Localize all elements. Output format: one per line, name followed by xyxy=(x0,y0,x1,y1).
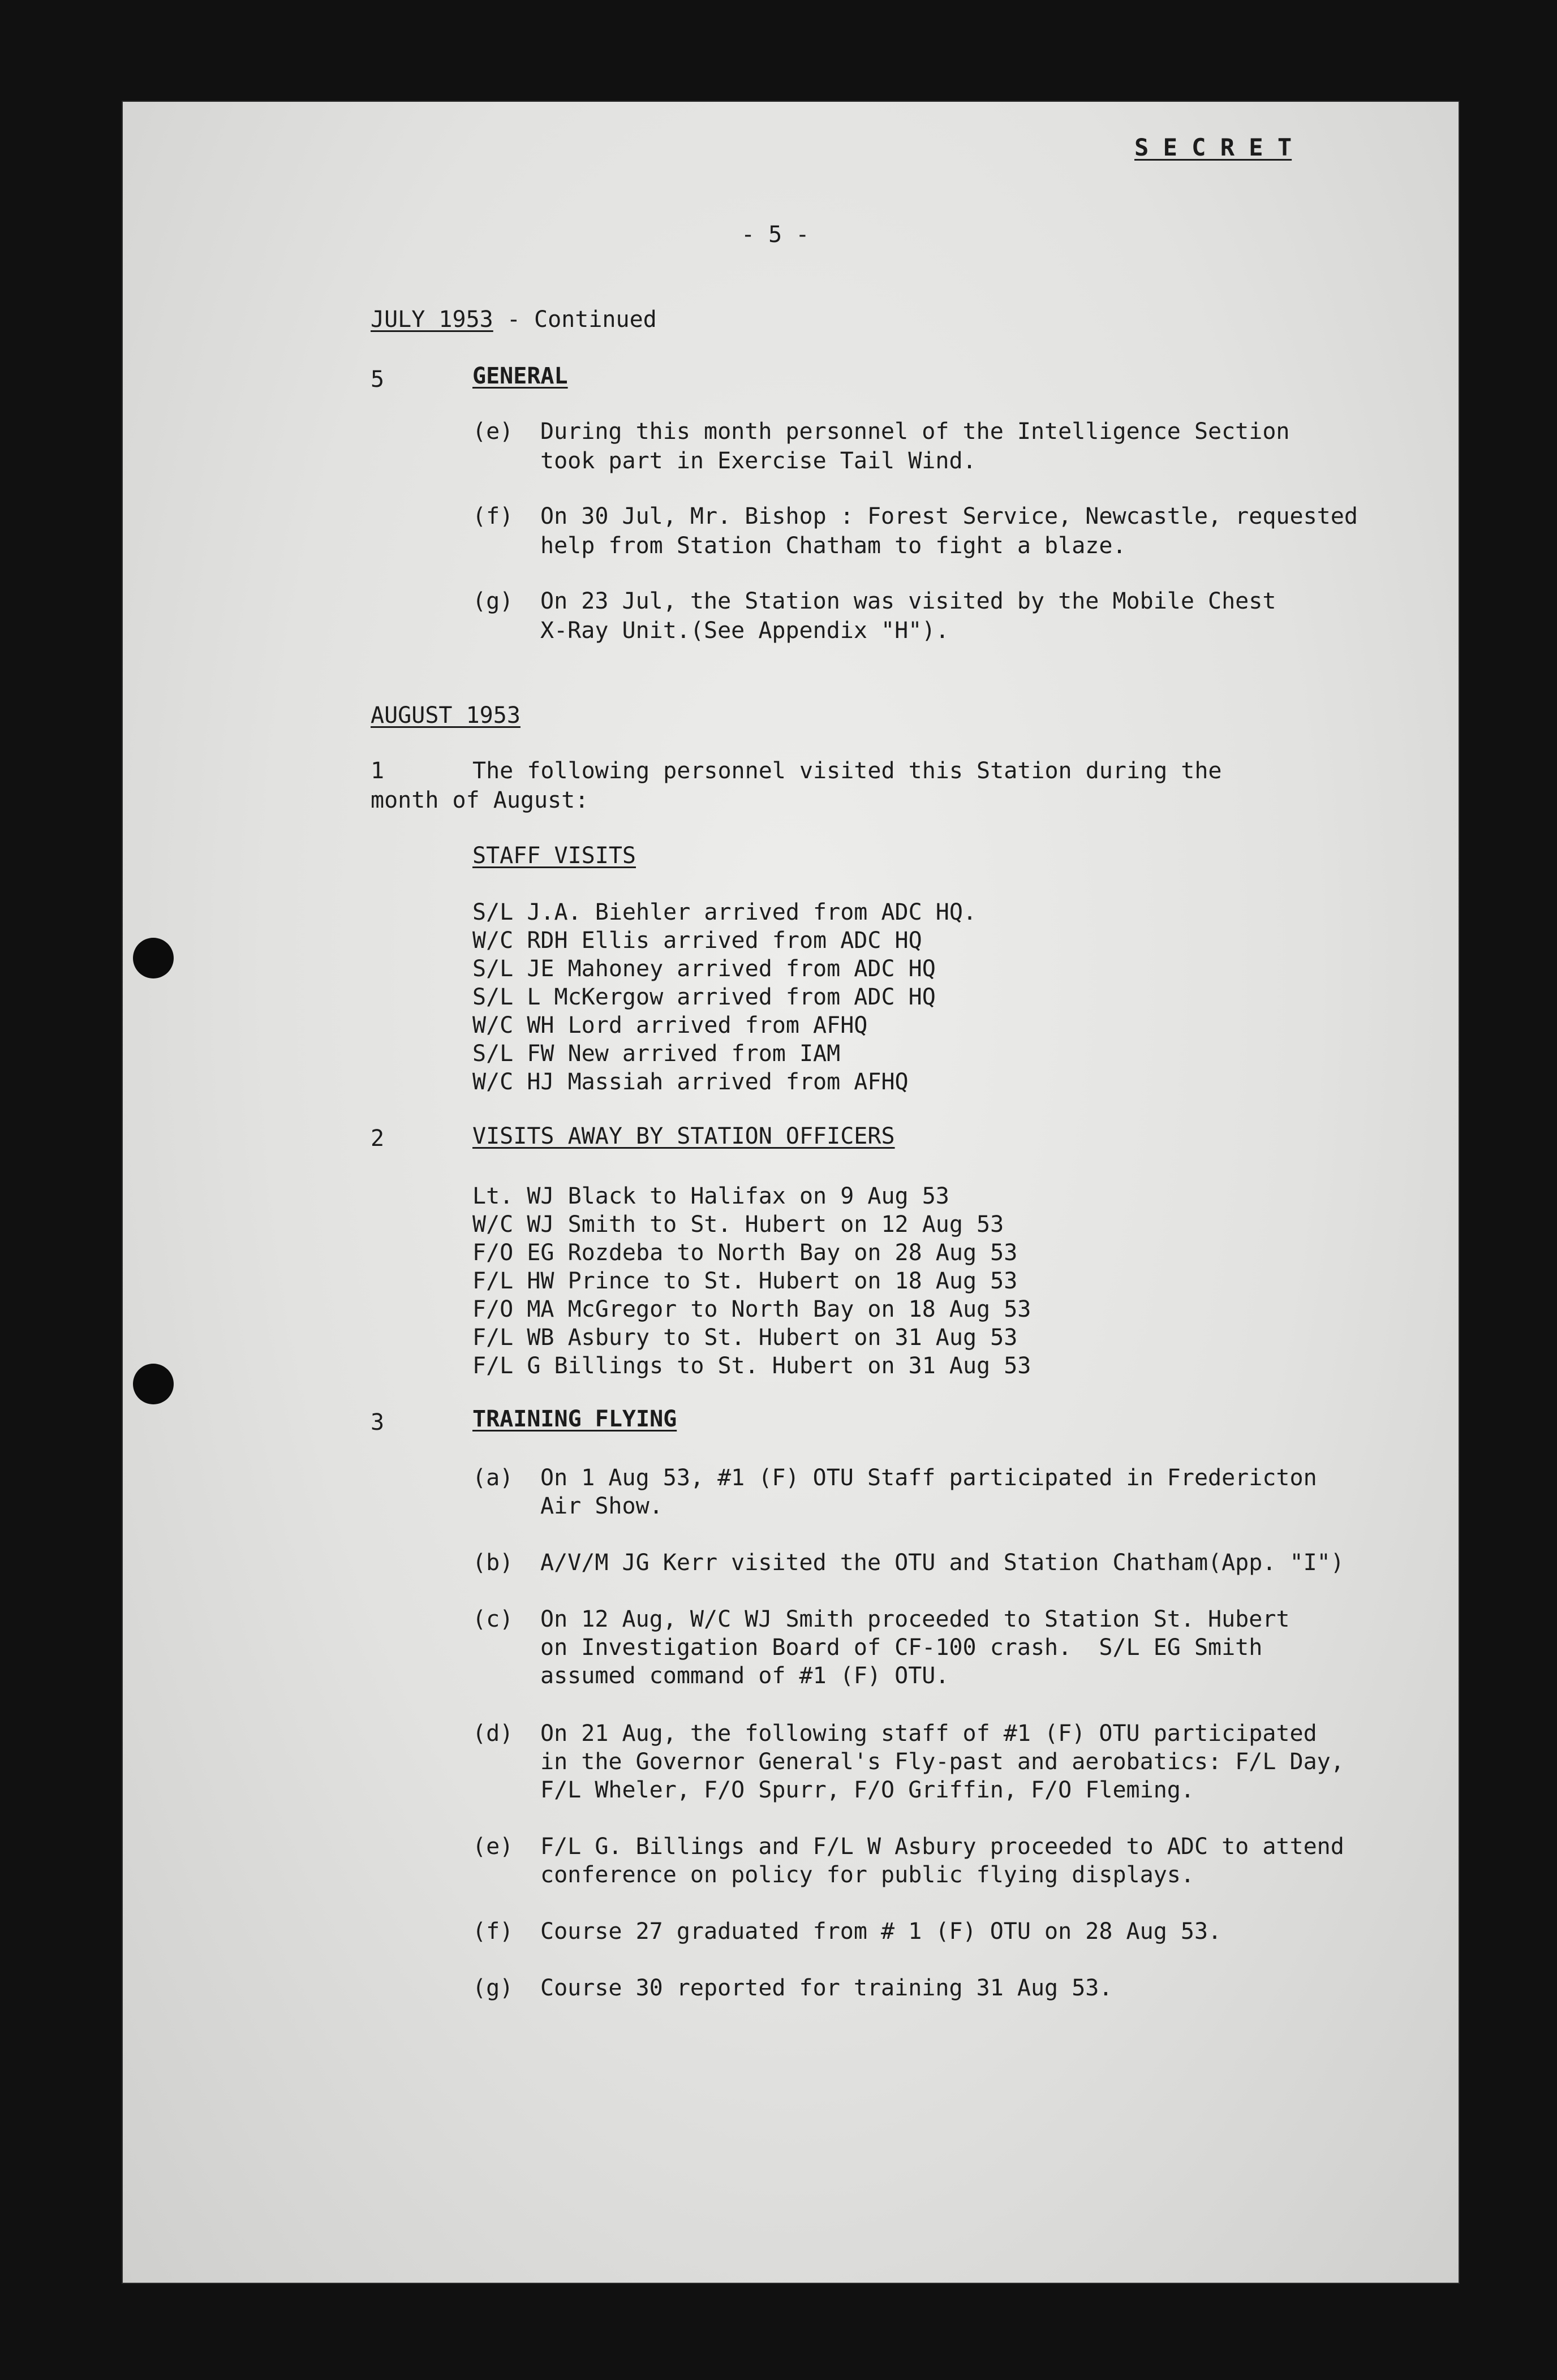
item-label: (e) xyxy=(472,419,514,445)
item-label: (g) xyxy=(472,588,514,614)
staff-visit-line: S/L J.A. Biehler arrived from ADC HQ. xyxy=(472,899,977,925)
item-line: in the Governor General's Fly-past and aerobatics: F/L Day, xyxy=(540,1749,1344,1775)
paragraph-line: month of August: xyxy=(371,787,589,813)
item-line: X-Ray Unit.(See Appendix "H"). xyxy=(540,618,949,644)
visit-away-line: F/O MA McGregor to North Bay on 18 Aug 53 xyxy=(472,1296,1031,1322)
paragraph-line: The following personnel visited this Station during the xyxy=(472,758,1222,784)
visit-away-line: F/L G Billings to St. Hubert on 31 Aug 53 xyxy=(472,1353,1031,1379)
punch-hole xyxy=(133,1364,174,1404)
item-line: On 23 Jul, the Station was visited by the Mobile Chest xyxy=(540,588,1276,614)
item-line: took part in Exercise Tail Wind. xyxy=(540,448,977,474)
item-label: (g) xyxy=(472,1975,514,2001)
punch-hole xyxy=(133,938,174,978)
item-label: (a) xyxy=(472,1465,514,1491)
classification-marking: S E C R E T xyxy=(1134,133,1292,161)
item-line: On 12 Aug, W/C WJ Smith proceeded to Station St. Hubert xyxy=(540,1606,1290,1632)
visit-away-line: F/O EG Rozdeba to North Bay on 28 Aug 53 xyxy=(472,1240,1018,1266)
july-heading: JULY 1953 - Continued xyxy=(371,307,657,333)
item-label: (c) xyxy=(472,1606,514,1632)
section-number: 1 xyxy=(371,758,385,784)
visit-away-line: Lt. WJ Black to Halifax on 9 Aug 53 xyxy=(472,1183,949,1209)
item-line: on Investigation Board of CF-100 crash. S/L EG Smith xyxy=(540,1635,1263,1661)
item-line: Course 27 graduated from # 1 (F) OTU on 28 Aug 53. xyxy=(540,1918,1222,1944)
item-label: (b) xyxy=(472,1550,514,1576)
section-number: 5 xyxy=(371,367,385,393)
visits-away-title: VISITS AWAY BY STATION OFFICERS xyxy=(472,1123,895,1149)
item-line: A/V/M JG Kerr visited the OTU and Station Chatham(App. "I") xyxy=(540,1550,1344,1576)
item-line: Course 30 reported for training 31 Aug 53. xyxy=(540,1975,1113,2001)
section-number: 2 xyxy=(371,1126,385,1152)
visit-away-line: W/C WJ Smith to St. Hubert on 12 Aug 53 xyxy=(472,1211,1004,1238)
training-flying-title: TRAINING FLYING xyxy=(472,1406,677,1432)
item-line: On 21 Aug, the following staff of #1 (F) OTU participated xyxy=(540,1721,1317,1747)
staff-visit-line: W/C RDH Ellis arrived from ADC HQ xyxy=(472,928,922,954)
item-line: conference on policy for public flying displays. xyxy=(540,1862,1194,1888)
item-line: F/L Wheler, F/O Spurr, F/O Griffin, F/O Fleming. xyxy=(540,1777,1194,1803)
staff-visit-line: S/L FW New arrived from IAM xyxy=(472,1041,841,1067)
item-line: Air Show. xyxy=(540,1493,663,1519)
item-label: (d) xyxy=(472,1721,514,1747)
item-line: help from Station Chatham to fight a blaze. xyxy=(540,533,1126,559)
visit-away-line: F/L HW Prince to St. Hubert on 18 Aug 53 xyxy=(472,1268,1018,1294)
item-line: On 30 Jul, Mr. Bishop : Forest Service, Newcastle, requested xyxy=(540,503,1358,529)
staff-visit-line: S/L L McKergow arrived from ADC HQ xyxy=(472,984,936,1010)
staff-visit-line: W/C HJ Massiah arrived from AFHQ xyxy=(472,1069,909,1095)
section-title-general: GENERAL xyxy=(472,363,568,389)
item-label: (f) xyxy=(472,503,514,529)
staff-visits-title: STAFF VISITS xyxy=(472,843,636,869)
item-label: (e) xyxy=(472,1834,514,1860)
document-page xyxy=(122,101,1460,2284)
visit-away-line: F/L WB Asbury to St. Hubert on 31 Aug 53 xyxy=(472,1325,1018,1351)
item-line: During this month personnel of the Intelligence Section xyxy=(540,419,1290,445)
page-number: - 5 - xyxy=(741,222,810,248)
staff-visit-line: S/L JE Mahoney arrived from ADC HQ xyxy=(472,956,936,982)
august-heading: AUGUST 1953 xyxy=(371,702,521,728)
staff-visit-line: W/C WH Lord arrived from AFHQ xyxy=(472,1012,868,1038)
section-number: 3 xyxy=(371,1409,385,1435)
item-line: On 1 Aug 53, #1 (F) OTU Staff participated in Fredericton xyxy=(540,1465,1317,1491)
item-line: F/L G. Billings and F/L W Asbury proceeded to ADC to attend xyxy=(540,1834,1344,1860)
item-line: assumed command of #1 (F) OTU. xyxy=(540,1663,949,1689)
item-label: (f) xyxy=(472,1918,514,1944)
